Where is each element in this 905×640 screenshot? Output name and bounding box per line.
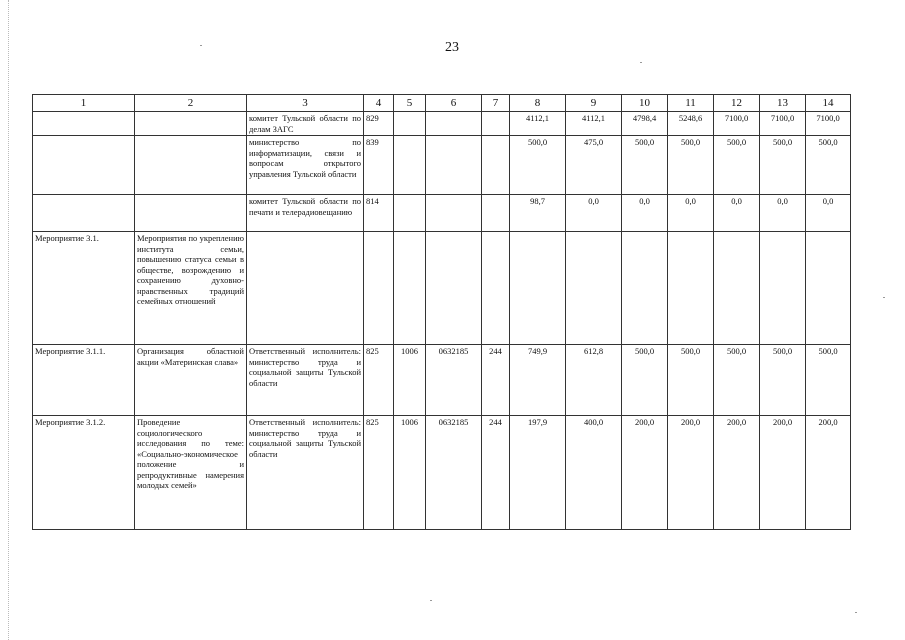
- cell-col4: [364, 232, 394, 345]
- cell-col12: 0,0: [714, 195, 760, 232]
- scan-speck: [640, 62, 642, 63]
- table-row: [33, 345, 851, 416]
- cell-col8: 749,9: [510, 345, 566, 416]
- cell-col2: [135, 112, 247, 136]
- scan-speck: [883, 297, 885, 298]
- cell-activity-code: Мероприятие 3.1.: [33, 232, 135, 345]
- cell-col12: 500,0: [714, 345, 760, 416]
- col-header: 5: [394, 95, 426, 112]
- cell-col1: [33, 136, 135, 195]
- cell-col10: [622, 232, 668, 345]
- cell-activity-code: Мероприятие 3.1.2.: [33, 416, 135, 530]
- cell-col14: 7100,0: [806, 112, 851, 136]
- cell-col1: [33, 112, 135, 136]
- cell-col9: 0,0: [566, 195, 622, 232]
- cell-col5: [394, 112, 426, 136]
- cell-executor: министерство по информатизации, связи и вопросам открытого управления Тульской области: [247, 136, 364, 195]
- cell-col13: 500,0: [760, 345, 806, 416]
- table-row: [33, 195, 851, 232]
- cell-col11: 500,0: [668, 345, 714, 416]
- cell-col12: 500,0: [714, 136, 760, 195]
- cell-col9: 400,0: [566, 416, 622, 530]
- cell-col5: [394, 136, 426, 195]
- cell-col6: [426, 195, 482, 232]
- cell-col10: 500,0: [622, 345, 668, 416]
- scan-speck: [200, 45, 202, 46]
- cell-col9: [566, 232, 622, 345]
- cell-col14: 0,0: [806, 195, 851, 232]
- table-row: [33, 112, 851, 136]
- cell-col7: [482, 136, 510, 195]
- cell-col11: 200,0: [668, 416, 714, 530]
- cell-activity-name: Мероприятия по укреплению института семьи, повышению статуса семьи в обществе, возрождению и сохранению духовно-нравственных традиций семейных отношений: [135, 232, 247, 345]
- col-header: 8: [510, 95, 566, 112]
- cell-activity-code: Мероприятие 3.1.1.: [33, 345, 135, 416]
- cell-col8: 197,9: [510, 416, 566, 530]
- cell-col9: 475,0: [566, 136, 622, 195]
- cell-col13: 7100,0: [760, 112, 806, 136]
- cell-col7: 244: [482, 345, 510, 416]
- cell-col11: 0,0: [668, 195, 714, 232]
- col-header: 12: [714, 95, 760, 112]
- cell-col9: 4112,1: [566, 112, 622, 136]
- cell-col13: 200,0: [760, 416, 806, 530]
- cell-col6: 0632185: [426, 345, 482, 416]
- cell-col11: 500,0: [668, 136, 714, 195]
- cell-col14: 200,0: [806, 416, 851, 530]
- col-header: 3: [247, 95, 364, 112]
- cell-col11: [668, 232, 714, 345]
- header-row: [33, 95, 851, 112]
- cell-col5: [394, 195, 426, 232]
- cell-col7: 244: [482, 416, 510, 530]
- cell-col4: 814: [364, 195, 394, 232]
- cell-col7: [482, 232, 510, 345]
- cell-col10: 0,0: [622, 195, 668, 232]
- col-header: 2: [135, 95, 247, 112]
- col-header: 14: [806, 95, 851, 112]
- col-header: 10: [622, 95, 668, 112]
- cell-col5: 1006: [394, 416, 426, 530]
- cell-col4: 825: [364, 416, 394, 530]
- cell-col13: 0,0: [760, 195, 806, 232]
- cell-col8: 98,7: [510, 195, 566, 232]
- cell-col5: [394, 232, 426, 345]
- cell-col6: 0632185: [426, 416, 482, 530]
- cell-col13: 500,0: [760, 136, 806, 195]
- cell-executor: комитет Тульской области по печати и телерадиовещанию: [247, 195, 364, 232]
- scan-speck: [430, 600, 432, 601]
- cell-col8: 4112,1: [510, 112, 566, 136]
- scan-speck: [855, 612, 857, 613]
- budget-table: [32, 94, 851, 530]
- col-header: 11: [668, 95, 714, 112]
- cell-executor: комитет Тульской области по делам ЗАГС: [247, 112, 364, 136]
- cell-col11: 5248,6: [668, 112, 714, 136]
- cell-col7: [482, 112, 510, 136]
- cell-col6: [426, 232, 482, 345]
- table-row: [33, 416, 851, 530]
- cell-col2: [135, 136, 247, 195]
- table-row: [33, 136, 851, 195]
- cell-col10: 4798,4: [622, 112, 668, 136]
- table-row: [33, 232, 851, 345]
- cell-col5: 1006: [394, 345, 426, 416]
- cell-col2: [135, 195, 247, 232]
- cell-col13: [760, 232, 806, 345]
- cell-col4: 839: [364, 136, 394, 195]
- cell-col1: [33, 195, 135, 232]
- cell-col8: 500,0: [510, 136, 566, 195]
- cell-executor: [247, 232, 364, 345]
- cell-col8: [510, 232, 566, 345]
- cell-col7: [482, 195, 510, 232]
- cell-col10: 200,0: [622, 416, 668, 530]
- cell-col14: 500,0: [806, 136, 851, 195]
- cell-executor: Ответственный исполнитель: министерство труда и социальной защиты Тульской области: [247, 345, 364, 416]
- col-header: 13: [760, 95, 806, 112]
- cell-executor: Ответственный исполнитель: министерство труда и социальной защиты Тульской области: [247, 416, 364, 530]
- cell-col4: 825: [364, 345, 394, 416]
- cell-col6: [426, 112, 482, 136]
- page-number: 23: [445, 40, 459, 55]
- col-header: 4: [364, 95, 394, 112]
- binding-margin-line: [8, 0, 9, 640]
- col-header: 6: [426, 95, 482, 112]
- cell-col9: 612,8: [566, 345, 622, 416]
- cell-col6: [426, 136, 482, 195]
- cell-col10: 500,0: [622, 136, 668, 195]
- cell-col12: [714, 232, 760, 345]
- cell-col12: 7100,0: [714, 112, 760, 136]
- cell-activity-name: Проведение социологического исследования по теме: «Социально-экономическое положение и репродуктивные намерения молодых семей»: [135, 416, 247, 530]
- cell-col12: 200,0: [714, 416, 760, 530]
- cell-activity-name: Организация областной акции «Материнская слава»: [135, 345, 247, 416]
- col-header: 1: [33, 95, 135, 112]
- col-header: 7: [482, 95, 510, 112]
- cell-col14: [806, 232, 851, 345]
- col-header: 9: [566, 95, 622, 112]
- cell-col4: 829: [364, 112, 394, 136]
- cell-col14: 500,0: [806, 345, 851, 416]
